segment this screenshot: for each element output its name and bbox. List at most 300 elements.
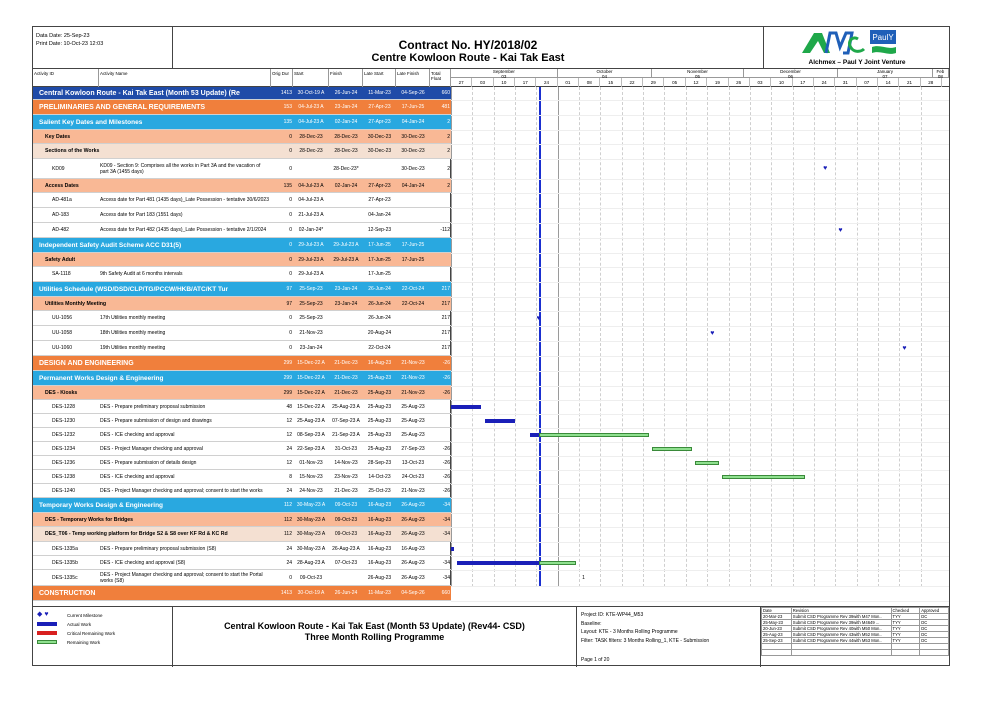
- wbs-name: Permanent Works Design & Engineering: [39, 374, 164, 382]
- orig-dur: 24: [286, 445, 292, 452]
- remaining-work-bar[interactable]: [539, 433, 649, 437]
- activity-name: DES - Project Manager checking and approval; consent to start the works: [100, 487, 263, 494]
- revision-cell: DC: [920, 626, 949, 632]
- finish: [329, 326, 363, 340]
- wbs-band[interactable]: [33, 130, 451, 144]
- gantt-chart: [451, 87, 949, 587]
- revision-header: Approved: [920, 608, 949, 614]
- actual-work-bar[interactable]: [457, 561, 539, 565]
- late-finish: [396, 193, 430, 207]
- wbs-name: Salient Key Dates and Milestones: [39, 118, 143, 126]
- row-line: [451, 100, 949, 101]
- row-line: [451, 267, 949, 268]
- orig-dur: 97: [286, 286, 292, 292]
- total-float: [430, 208, 451, 222]
- orig-dur: 97: [286, 300, 292, 307]
- report-title: [173, 27, 763, 69]
- activity-name: KD09 - Section 9: Comprises all the works in Part 3A and the vacation of part 3A (1455 days): [100, 162, 261, 175]
- month-number: 04: [601, 74, 607, 79]
- company-logo: [763, 27, 949, 69]
- activity-row[interactable]: [33, 428, 451, 442]
- actual-work-bar[interactable]: [485, 419, 515, 423]
- start: 30-May-23 A: [296, 531, 326, 537]
- wbs-name: Independent Safety Audit Scheme ACC D31(5): [39, 241, 182, 249]
- late-finish: 04-Sep-26: [401, 590, 425, 596]
- finish: 31-Oct-23: [334, 445, 358, 452]
- row-line: [451, 470, 949, 471]
- wbs-band[interactable]: [33, 179, 451, 193]
- activity-id: AD-183: [52, 212, 69, 218]
- total-float: 2: [447, 182, 450, 189]
- finish: [329, 223, 363, 237]
- late-finish: [396, 341, 430, 355]
- late-start: 30-Dec-23: [367, 133, 392, 140]
- week-label: 10: [771, 78, 792, 87]
- activity-row[interactable]: [33, 570, 451, 586]
- start: 21-Nov-23: [299, 330, 323, 336]
- orig-dur: 135: [283, 182, 292, 189]
- activity-name: 9th Safety Audit at 6 months intervals: [100, 271, 183, 277]
- row-line: [451, 400, 949, 401]
- start: 28-Dec-23: [299, 133, 323, 140]
- activity-id: DES-1240: [52, 487, 76, 494]
- row-line: [451, 223, 949, 224]
- total-float: -34: [442, 516, 450, 523]
- late-finish: 17-Jun-25: [401, 104, 425, 110]
- late-start: 14-Oct-23: [368, 473, 391, 480]
- bar-label: 1: [582, 575, 585, 581]
- start: 08-Sep-23 A: [297, 431, 325, 438]
- start: 29-Jul-23 A: [298, 271, 324, 277]
- activity-row[interactable]: [33, 193, 451, 208]
- grid-line: [729, 87, 730, 587]
- total-float: -26: [442, 487, 450, 494]
- orig-dur: 299: [283, 389, 292, 396]
- pauly-logo-text: PaulY: [872, 33, 894, 42]
- finish: [329, 267, 363, 281]
- week-label: 24: [536, 78, 557, 87]
- milestone-icon[interactable]: ♥: [536, 314, 541, 322]
- finish: 26-Aug-23 A: [332, 545, 360, 552]
- activity-name: 18th Utilities monthly meeting: [100, 330, 166, 336]
- start: 25-Sep-23: [299, 300, 323, 307]
- grid-line: [835, 87, 836, 587]
- row-line: [451, 341, 949, 342]
- late-finish: 25-Aug-23: [401, 403, 425, 410]
- start: 22-Sep-23 A: [297, 445, 325, 452]
- orig-dur: 12: [286, 431, 292, 438]
- activity-row[interactable]: [33, 556, 451, 570]
- col-start[interactable]: Start: [293, 69, 329, 87]
- wbs-band[interactable]: [33, 527, 451, 542]
- wbs-name: Utilities Monthly Meeting: [45, 300, 107, 307]
- week-label: 14: [878, 78, 899, 87]
- activity-id: DES-1234: [52, 445, 76, 452]
- activity-id: DES-1230: [52, 417, 76, 424]
- wbs-band[interactable]: [33, 253, 451, 267]
- late-finish: 24-Oct-23: [401, 473, 425, 480]
- baseline: Baseline:: [581, 620, 602, 627]
- activity-row[interactable]: [33, 159, 451, 179]
- col-activity-name[interactable]: Activity Name: [99, 69, 271, 87]
- total-float: 481: [441, 104, 450, 110]
- week-label: 31: [835, 78, 856, 87]
- revision-cell: 20-Jun-23: [762, 626, 792, 632]
- activity-row[interactable]: [33, 208, 451, 223]
- wbs-name: DESIGN AND ENGINEERING: [39, 359, 134, 367]
- legend-swatch: [37, 631, 57, 635]
- finish: 29-Jul-23 A: [333, 242, 359, 248]
- month-2: [558, 69, 653, 78]
- row-line: [451, 442, 949, 443]
- activity-id: AD-481a: [52, 197, 72, 203]
- remaining-work-bar[interactable]: [695, 461, 719, 465]
- milestone-icon[interactable]: ♥: [902, 344, 907, 352]
- row-line: [451, 570, 949, 571]
- start: 04-Jul-23 A: [298, 197, 324, 203]
- late-finish: 17-Jun-25: [401, 256, 425, 263]
- wbs-band[interactable]: [33, 115, 451, 130]
- activity-name: Access date for Part 482 (1435 days)_Late Possession - tentative 2/1/2024: [100, 227, 267, 233]
- late-start: 17-Jun-25: [368, 242, 391, 248]
- late-start: 16-Aug-23: [367, 531, 392, 537]
- grid-line: [515, 87, 516, 587]
- orig-dur: 299: [283, 375, 292, 381]
- activity-row[interactable]: [33, 470, 451, 484]
- actual-work-bar[interactable]: [451, 547, 454, 551]
- activity-id: DES-1236: [52, 459, 76, 466]
- start: 30-May-23 A: [296, 502, 326, 508]
- activity-row[interactable]: [33, 223, 451, 238]
- revision-cell: TYY: [891, 620, 920, 626]
- grid-line: [643, 87, 644, 587]
- activity-row[interactable]: [33, 400, 451, 414]
- activity-row[interactable]: [33, 456, 451, 470]
- finish: 09-Oct-23: [334, 516, 358, 523]
- wbs-band[interactable]: [33, 386, 451, 400]
- revision-cell: [762, 650, 792, 656]
- grid-line: [686, 87, 687, 587]
- row-line: [451, 326, 949, 327]
- week-label: 03: [750, 78, 771, 87]
- wbs-name: Key Dates: [45, 133, 71, 140]
- row-line: [451, 498, 949, 499]
- legend-item: [37, 629, 168, 637]
- start: 21-Jul-23 A: [298, 212, 324, 218]
- finish: 26-Jun-24: [334, 590, 358, 596]
- grid-line: [558, 87, 559, 587]
- total-float: 2: [447, 133, 450, 140]
- activity-id: UU-1056: [52, 315, 73, 321]
- finish: 23-Jan-24: [334, 300, 358, 307]
- row-line: [451, 253, 949, 254]
- activity-row[interactable]: [33, 442, 451, 456]
- row-line: [451, 115, 949, 116]
- wbs-band[interactable]: [33, 371, 451, 386]
- orig-dur: 0: [289, 345, 292, 351]
- week-label: 15: [600, 78, 621, 87]
- finish: 02-Jan-24: [334, 119, 358, 125]
- month-3: [652, 69, 743, 78]
- late-start: 26-Aug-23: [367, 574, 392, 581]
- finish: 28-Dec-23*: [333, 165, 359, 172]
- revision-cell: DC: [920, 632, 949, 638]
- total-float: -34: [442, 574, 450, 581]
- orig-dur: 48: [286, 403, 292, 410]
- week-label: 26: [729, 78, 750, 87]
- late-finish: [396, 311, 430, 325]
- layout-name: Layout: KTE - 3 Months Rolling Programme: [581, 629, 678, 635]
- revision-cell: Submit CSD Programme Rev 40with M50 Mon..: [791, 626, 891, 632]
- legend-swatch: [37, 622, 57, 626]
- finish: 09-Oct-23: [334, 502, 358, 508]
- total-float: -26: [442, 459, 450, 466]
- week-label: 24: [814, 78, 835, 87]
- total-float: [430, 400, 451, 413]
- row-line: [451, 484, 949, 485]
- total-float: [430, 193, 451, 207]
- start: 01-Nov-23: [299, 459, 323, 466]
- orig-dur: 1413: [280, 590, 292, 596]
- week-label: 03: [472, 78, 493, 87]
- col-total-float[interactable]: Total Float: [430, 69, 451, 87]
- activity-id: DES-1335a: [52, 545, 78, 552]
- row-line: [451, 130, 949, 131]
- start: [293, 159, 329, 178]
- orig-dur: 0: [289, 271, 292, 277]
- orig-dur: 0: [289, 212, 292, 218]
- remaining-work-bar[interactable]: [652, 447, 692, 451]
- orig-dur: 135: [283, 119, 292, 125]
- sheet-header: [33, 27, 949, 69]
- finish: 21-Dec-23: [334, 375, 358, 381]
- revision-cell: DC: [920, 614, 949, 620]
- start: 25-Aug-23 A: [297, 417, 325, 424]
- late-finish: [396, 326, 430, 340]
- total-float: -26: [442, 375, 450, 381]
- late-finish: 21-Nov-23: [401, 375, 425, 381]
- finish: 14-Nov-23: [334, 459, 358, 466]
- late-finish: 22-Oct-24: [401, 286, 425, 292]
- total-float: -26: [442, 473, 450, 480]
- total-float: 2: [447, 148, 450, 154]
- activity-row[interactable]: [33, 341, 451, 356]
- footer-title: [173, 607, 577, 667]
- wbs-band[interactable]: [33, 100, 451, 115]
- grid-line: [600, 87, 601, 587]
- total-float: -26: [442, 389, 450, 396]
- activity-name: DES - Prepare preliminary proposal submission: [100, 403, 206, 410]
- wbs-band[interactable]: [33, 144, 451, 159]
- col-finish[interactable]: Finish: [329, 69, 363, 87]
- month-number: 05: [695, 74, 701, 79]
- activity-id: AD-482: [52, 227, 69, 233]
- total-float: 217: [441, 315, 450, 321]
- start: 04-Jul-23 A: [298, 182, 324, 189]
- orig-dur: 0: [289, 330, 292, 336]
- row-line: [451, 513, 949, 514]
- row-line: [451, 311, 949, 312]
- remaining-work-bar[interactable]: [539, 561, 576, 565]
- start: 04-Jul-23 A: [298, 104, 324, 110]
- col-orig-dur[interactable]: Orig Dur: [271, 69, 293, 87]
- week-label: 29: [643, 78, 664, 87]
- activity-row[interactable]: [33, 311, 451, 326]
- month-6: [933, 69, 949, 78]
- row-line: [451, 208, 949, 209]
- remaining-work-bar[interactable]: [722, 475, 804, 479]
- start: 30-Oct-19 A: [297, 590, 325, 596]
- week-label: 19: [707, 78, 728, 87]
- month-name: Feb: [936, 69, 945, 74]
- week-label: 28: [921, 78, 942, 87]
- orig-dur: 12: [286, 459, 292, 466]
- month-number: 07: [882, 74, 888, 79]
- revision-cell: TYY: [891, 632, 920, 638]
- wbs-band[interactable]: [33, 297, 451, 311]
- finish: 07-Sep-23 A: [332, 417, 360, 424]
- row-line: [451, 601, 949, 602]
- orig-dur: 8: [289, 473, 292, 480]
- footer-title-line1: Central Kowloon Route - Kai Tak East (Month 53 Update) (Rev44- CSD): [224, 621, 525, 631]
- wbs-name: Safety Adult: [45, 256, 76, 263]
- filter-name: Filter: TASK filters: 3 Months Rolling_1, KTE - Submission: [581, 637, 710, 644]
- month-name: January: [877, 69, 894, 74]
- report-dates: [33, 27, 173, 69]
- month-number: 03: [501, 74, 507, 79]
- grid-line: [622, 87, 623, 587]
- jv-name: Alchmex – Paul Y Joint Venture: [808, 59, 906, 66]
- late-finish: 21-Nov-23: [401, 360, 425, 366]
- wbs-band[interactable]: [33, 356, 451, 371]
- week-label: 08: [579, 78, 600, 87]
- start: 30-May-23 A: [296, 516, 326, 523]
- orig-dur: 299: [283, 360, 292, 366]
- orig-dur: 112: [284, 502, 292, 508]
- legend-label: Critical Remaining Work: [67, 630, 116, 636]
- late-finish: 17-Jun-25: [401, 242, 425, 248]
- wbs-name: Temporary Works Design & Engineering: [39, 501, 164, 509]
- milestone-icon[interactable]: ♥: [823, 165, 828, 172]
- milestone-icon[interactable]: ♥: [838, 226, 843, 234]
- late-finish: 04-Sep-26: [401, 90, 425, 96]
- milestone-icon[interactable]: ♥: [710, 329, 715, 337]
- start: 09-Oct-23: [299, 574, 323, 581]
- wbs-band[interactable]: [33, 87, 451, 100]
- finish: 21-Dec-23: [334, 487, 358, 494]
- activity-row[interactable]: [33, 484, 451, 498]
- late-start: 30-Dec-23: [367, 148, 392, 154]
- late-start: 17-Jun-25: [368, 256, 391, 263]
- wbs-band[interactable]: [33, 586, 451, 601]
- activity-id: UU-1058: [52, 330, 73, 336]
- activity-row[interactable]: [33, 542, 451, 556]
- orig-dur: 153: [283, 104, 292, 110]
- total-float: 2: [447, 165, 450, 172]
- wbs-name: PRELIMINARIES AND GENERAL REQUIREMENTS: [39, 103, 206, 111]
- finish: 23-Jan-24: [334, 286, 358, 292]
- col-late-finish[interactable]: Late Finish: [396, 69, 430, 87]
- activity-row[interactable]: [33, 267, 451, 282]
- wbs-band[interactable]: [33, 282, 451, 297]
- late-finish: 27-Sep-23: [401, 445, 425, 452]
- late-start: 16-Aug-23: [367, 545, 392, 552]
- late-start: 16-Aug-23: [367, 502, 392, 508]
- week-label: 27: [451, 78, 472, 87]
- late-finish: 30-Dec-23: [401, 133, 425, 140]
- late-start: 27-Apr-23: [368, 119, 391, 125]
- orig-dur: 0: [289, 133, 292, 140]
- project-name: Centre Kowloon Route - Kai Tak East: [371, 52, 565, 64]
- total-float: 217: [441, 300, 450, 307]
- activity-name: DES - Prepare submission of details design: [100, 459, 197, 466]
- project-info: [577, 607, 761, 667]
- row-line: [451, 159, 949, 160]
- start: 15-Nov-23: [299, 473, 323, 480]
- finish: [329, 341, 363, 355]
- activity-name: 19th Utilities monthly meeting: [100, 345, 166, 351]
- wbs-band[interactable]: [33, 513, 451, 527]
- late-start: 04-Jan-24: [368, 212, 391, 218]
- revision-cell: Submit CSD Programme Rev 43with M52 Mon..: [791, 632, 891, 638]
- legend-item: [37, 620, 168, 628]
- wbs-name: DES_T06 - Temp working platform for Bridge S2 & S8 over KF Rd & KC Rd: [45, 531, 228, 537]
- col-late-start[interactable]: Late Start: [363, 69, 396, 87]
- wbs-band[interactable]: [33, 498, 451, 513]
- finish: 09-Oct-23: [334, 531, 358, 537]
- activity-row[interactable]: [33, 326, 451, 341]
- activity-id: KD09: [52, 165, 65, 172]
- late-finish: 21-Nov-23: [401, 389, 425, 396]
- orig-dur: 0: [289, 197, 292, 203]
- late-finish: 04-Jan-24: [401, 182, 425, 189]
- late-finish: 30-Dec-23: [401, 165, 425, 172]
- col-activity-id[interactable]: Activity ID: [33, 69, 99, 87]
- revision-cell: Submit CSD Programme Rev 44with M53 Mon..: [791, 638, 891, 644]
- activity-name: DES - Prepare preliminary proposal submission (S8): [100, 545, 217, 552]
- row-line: [451, 556, 949, 557]
- activity-name: 17th Utilities monthly meeting: [100, 315, 166, 321]
- start: 30-Oct-19 A: [297, 90, 325, 96]
- orig-dur: 0: [289, 256, 292, 263]
- grid-line: [793, 87, 794, 587]
- row-line: [451, 586, 949, 587]
- finish: 07-Oct-23: [334, 559, 358, 566]
- timescale: [451, 69, 949, 87]
- wbs-band[interactable]: [33, 238, 451, 253]
- actual-work-bar[interactable]: [451, 405, 481, 409]
- finish: 28-Dec-23: [334, 133, 358, 140]
- grid-line: [707, 87, 708, 587]
- revision-cell: TYY: [891, 638, 920, 644]
- activity-row[interactable]: [33, 414, 451, 428]
- orig-dur: 112: [284, 516, 292, 523]
- late-start: 16-Aug-23: [367, 360, 392, 366]
- late-finish: 13-Oct-23: [401, 459, 425, 466]
- grid-line: [899, 87, 900, 587]
- revisions: [761, 607, 949, 656]
- row-line: [451, 238, 949, 239]
- start: 04-Jul-23 A: [298, 119, 324, 125]
- legend-swatch: [37, 640, 57, 644]
- total-float: [430, 428, 451, 441]
- late-finish: 22-Oct-24: [401, 300, 425, 307]
- revision-header: Revision: [791, 608, 891, 614]
- week-label: 01: [558, 78, 579, 87]
- row-line: [451, 386, 949, 387]
- actual-work-bar[interactable]: [530, 433, 539, 437]
- row-line: [451, 414, 949, 415]
